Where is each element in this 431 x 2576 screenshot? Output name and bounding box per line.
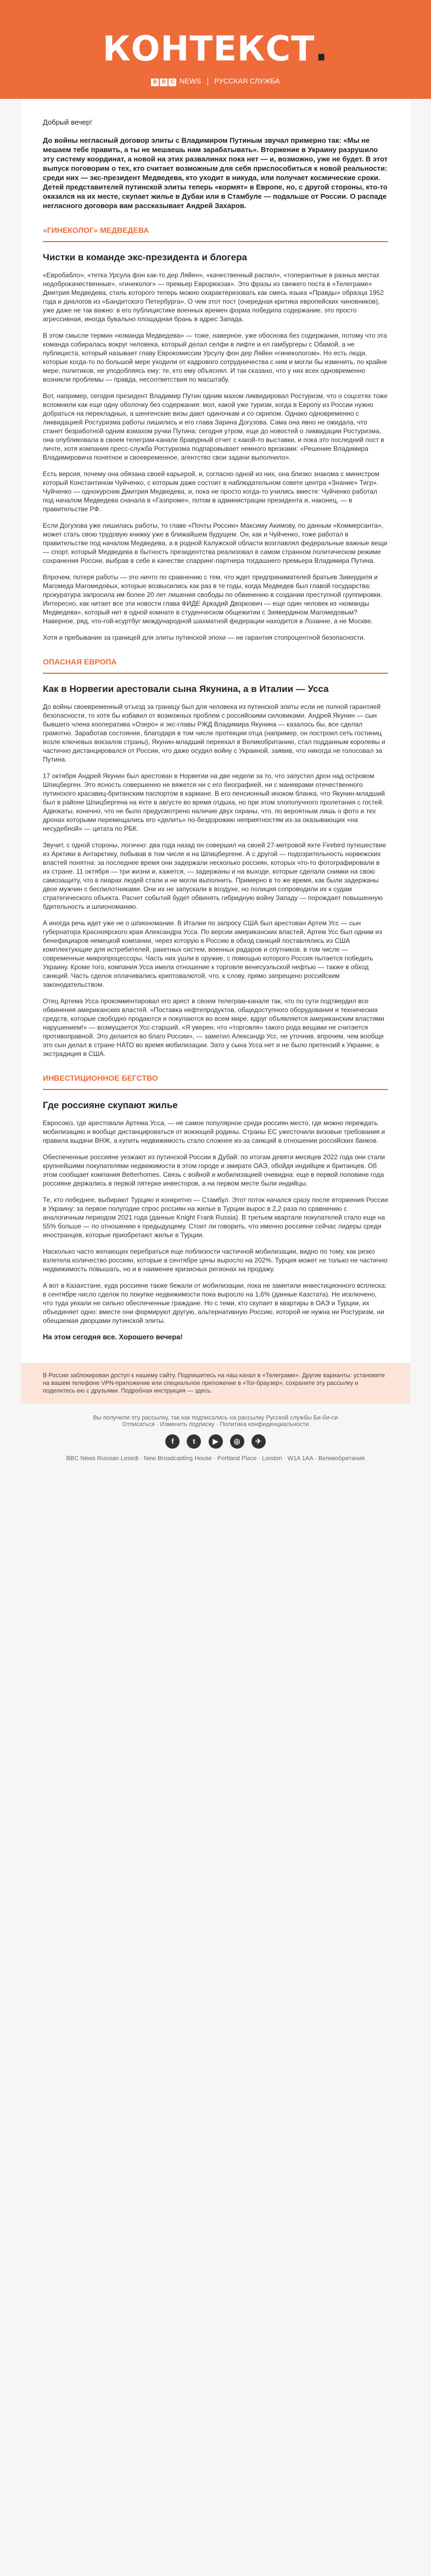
article-paragraph: Вот, например, сегодня президент Владимир Путин одним махом ликвидировал Ростуризм, что о соцсетях тоже вспомнили как еще одну оболочку без содержания: мол, какой уже туризм, когда в Европу из России нужно добраться на перекладных, а шенгенские визы дают одиночкам и со скрипом. Однако одновременно с ликвидацией Ростуризма работы лишились и его глава Зарина Догузова. Сама она явно не ожидала, что станет безработной одним взмахом ручки Путина: сегодня утром, еще до новостей о ликвидации Ростуризма, она опубликовала в своем телеграм-канале бравурный отчет с какой-то выставки, и пока это последний пост в личте, хотя компания пресс-служба Ростуризма подпаровывает немного врезками: «Решение Владимира Владимировича понятное и своевременное, агентство свои задачи выполнило». <box>43 392 388 461</box>
footer-links[interactable]: Отписаться · Изменить подписку · Политика конфиденциальности <box>122 1421 309 1428</box>
newsletter-header <box>0 0 431 99</box>
article-paragraph: Есть версия, почему она обязана своей карьерой, и, согласно одной из них, она близко знакома с министром который Константином Чуйченко, с которым даже состоит в наблюдательном совете центра «Знание» Тигр». Чуйченко — однокурсник Дмитрия Медведева, и, пока не просто когда-то учились вместе: Чуйченко работал под началом Медведева сначала в «Газпроме», потом в администрации президента и, наконец, — в правительстве РФ. <box>43 470 379 513</box>
article-paragraph: «Евробабло», «тетка Урсула фон как-то дер Ляйен», «качественный распил», «топерантные в разных местах недоброкачественные», «гинеколог» — премьер Еврорюкзак». Это фразы из свежего поста в «Телеграме» Дмитрия Медведева, стиль которого теперь можно охарактеризовать как смесь языка «Правды» образца 1952 года и диалогов из «Бандитского Петербурга». О чем этот пост (очередная критика европейских чиновников), уже даже не так важно: в его публицистике военных времен форма победила содержание, это просто агрессивная, иногда бувально площадная брань в адрес Запада. <box>43 271 384 323</box>
footer-line: Вы получили эту рассылку, так как подписались на рассылку Русской службы Би-би-си <box>93 1415 338 1421</box>
article-europe <box>43 657 388 1058</box>
signoff: На этом сегодня все. Хорошего вечера! <box>43 1333 183 1341</box>
article-title: Как в Норвегии арестовали сына Якунина, а в Италии — Усса <box>43 684 329 694</box>
footer <box>0 1404 431 1473</box>
article-paragraph: Обеспеченные россияне уезжают из путинской России в Дубай: по итогам девяти месяцев 2022 года они стали крупнейшими покупателями недвижимости в этом городе и эмирате ОАЭ, обойдя индийцев и британцев. Об этом сообщает компания Betterhomes. Связь с войной и мобилизацией очевидна: еще в первой половине года россияне держались в первой пятерке инвесторов, а на первом месте были индийцы. <box>43 1153 385 1187</box>
telegram-icon[interactable]: ✈ <box>251 1434 266 1449</box>
instagram-icon[interactable]: ◎ <box>230 1434 244 1449</box>
logo-dot: . <box>315 29 328 69</box>
article-paragraph: А иногда речь идет уже не о шпиономании. В Италии по запросу США был арестован Артем Усс — сын губернатора Красноярского края Александра Усса. По версии американских властей, Артем Усс был одним из бенефициаров немецкой компании, через которую в Россию в обход санкций поставлялись из США комплектующие для истребителей, ракетных систем, военных радаров и спутников, в том числе — современные микропроцессоры. Часть них ушли в оружие, с помощью которого Россия пытается победить Украину. Кроме того, компания Усса имела отношение к торговле венесуэльской нефтью — также в обход санкций. Часть сделок оплачивались криптовалютой, что, к слову, прямо запрещено российским законодательством. <box>43 919 382 988</box>
footer-address: BBC News Russian Lesedi · New Broadcasting House · Portland Place · London · W1A 1AA · Великобритания <box>66 1455 365 1462</box>
bbc-block-b2: B <box>160 79 167 86</box>
greeting: Добрый вечер! <box>43 118 92 126</box>
youtube-icon[interactable]: ▶ <box>209 1434 223 1449</box>
section-tag: «ГИНЕКОЛОГ» МЕДВЕДЕВА <box>43 226 149 234</box>
section-tag: ОПАСНАЯ ЕВРОПА <box>43 657 117 666</box>
facebook-icon[interactable]: f <box>165 1434 180 1449</box>
article-medvedev <box>43 226 388 642</box>
bbc-block-c: C <box>169 79 176 86</box>
bbc-subbrand <box>0 77 431 86</box>
article-paragraph: Звучит, с одной стороны, логично: два года назад он совершил на своей 27-метровой яхте Firebird путешествие из Арктики в Антарктику, побывав в том числе и на Шпицбергене. А с другой — подозрительность норвежских властей понятна: за последнее время они задержали несколько россиян, которых что-то фотографировали в их стране. 11 октября — три жизни и, кажется, — задержаны и на выходе, которые сделали снимки на свою самозащиту, что в пиарах людей стали и не могли выполнить. Примерно в то же время, как были задержаны двое мужчин с беспилотниками. Они их не запускали в воздухе, но полиция сопроводили их к судам стратегического объекта. Расчет событий будет обвинять гибридную войну Западу — порождает повышенную бдительность и шпиономанию. <box>43 841 387 910</box>
twitter-icon[interactable]: t <box>187 1434 201 1449</box>
section-divider <box>43 1089 388 1090</box>
bbc-logo <box>151 77 177 86</box>
article-paragraph: Впрочем, потеря работы — это ничто по сравнению с тем, что ждет предпринимателей братьев Зивердиля и Магомеда Магомедовых, которые возвысились как раз в те годы, когда Медведев был главой государства: прокуратура запросила им более 20 лет лишения свободы по обвинению в создании преступной группировки. Интересно, как читает все эти новости глава ФИДЕ Аркадий Дворкович — еще один человек из «команды Медведева», который нит в одной комнате в студенческом общежитии с Зиявердином Магомедовым? Наверное, ряд, что-гой-ксуртбуг международной шахматной федерации находится в Лозанне, а не Москве. <box>43 573 383 625</box>
section-divider <box>43 673 388 674</box>
kontekst-logo <box>0 29 431 69</box>
section-tag: ИНВЕСТИЦИОННОЕ БЕГСТВО <box>43 1074 158 1082</box>
article-title: Где россияне скупают жилье <box>43 1100 178 1110</box>
lead-paragraph: До войны негласный договор элиты с Владимиром Путиным звучал примерно так: «Мы не мешаем тебе править, а ты не мешаешь нам зарабатывать». Вторжение в Украину разрушило эту систему координат, а новой на этих развалинах пока нет — и, возможно, уже не будет. В этот выпуск поговорим о тех, кто считает возможным для себя приспособиться к новой реальности: среди них — экс-президент Медведева, кто уходит в никуда, или получает космические сроки. Детей представителей путинской элиты теперь «кормят» в Европе, но, с другой стороны, кто-то оказался на их месте, скупает жилье в Дубаи или в Стамбуле — подальше от России. О распаде негласного договора вам рассказывает Андрей Захаров. <box>43 136 388 210</box>
article-paragraph: А вот в Казахстане, куда россияне также бежали от мобилизации, пока не заметили инвестиционного всплеска: в сентябре число сделок по покупке недвижимости пока выросло на 1,6% (данные Казстата). Не исключено, что туда уехали не сильно обеспеченные граждане. Но с теми, кто скупает в квартиры в ОАЭ и Турции, их объединяет одно: вместе они формируют другую, альтернативную Россию, которой не нужна ни Ростуризм, ни обещаемая дворцами путинской элиты. <box>43 1282 387 1325</box>
newsletter-body <box>21 99 410 1363</box>
article-paragraph: До войны своевременный отъезд за границу был для человека из путинской элиты если не полной гарантией безопасности, то хотя бы избавил от возможных проблем с российскими силовиками. Андрей Якунин — сын бывшего члена кооператива «Озеро» и экс-главы РЖД Владимира Якунина — казалось бы, все сделал грамотно. Заработав состояние, благодаря в том числе протекции отца (например, он построил сеть гостиниц возле ключевых вокзалов страны), Якунин-младший переехал в Великобританию, стал подданным королевы и частично дистанцировался от России, что даже осудил войну с Украиной, заявив, что никогда не голосовал за Путина. <box>43 703 385 763</box>
article-realestate <box>43 1074 388 1325</box>
subscribe-bar <box>21 1363 410 1404</box>
article-paragraph: Евросоюз, где арестовали Артема Усса, — не самое популярное среди россиян место, где можно переждать мобилизацию и вообще дистанцироваться от воюющей родины. Страны ЕС ужесточили визовые требования и правила выдачи ВНЖ, а купить недвижимость стало сложнее из-за санкций в отношении российских банков. <box>43 1119 385 1144</box>
article-paragraph: Те, кто победнее, выбирают Турцию и конкретно — Стамбул. Этот поток начался сразу после вторжения России в Украину: за первое полугодие спрос россиян на жилье в Турции вырос в 2,2 раза по сравнению с аналогичным периодом 2021 года (данные Knight Frank Russia). В третьем квартале покупателей стало еще на 55% больше — по отношению к предыдущему. Стоит ли говорить, что именно россияне сейчас лидеры среди иностранцев, которые приобретают жилье в Турции. <box>43 1196 388 1239</box>
article-paragraph: В этом смысле термин «команда Медведева» — тоже, наверное, уже обоснова без содержания, потому что эта команда собиралась вокруг человека, который делал селфи в лифте и ел гамбургеры с Обамой, а не публициста, который называет главу Еврокомиссии Урсулу фон дер Ляйен «гинекологом». Но есть люди, которые когда-то по большой мере уходили от кадрового сотрудничества с ним и могли бы изменить, по крайне мере, политиков, не уподобляясь ему: те, кто ему объяснял. И так сказано, что у них всех одновременно возникли проблемы — правда, несоответствия по масштабу. <box>43 332 388 383</box>
article-paragraph: Хотя и пребывание за границей для элиты путинской эпохи — не гарантия стопроцентной безопасности. <box>43 634 366 641</box>
article-paragraph: Отец Артема Усса прокомментировал его арест в своем телеграм-канале так, что по сути подтвердил все обвинения американских властей. «Поставка нефтепродуктов, общедоступного оборудования и технических средств, которые свободно продаются и покупаются во всем мире, вдруг объявляется американским властями нарушением!» — возмущается Усс-старший. «Я уверен, что «торговля» такого рода вещами не считается противоправной. Это делается во благо России», — заметил Александр Усс, не уточнив, впрочем, чем вообще это сын делал в стране НАТО во время мобилизации. Зато у сына Усса нет и не было претензий к Украине, а экстрадиция в США. <box>43 997 384 1058</box>
section-divider <box>43 241 388 242</box>
intro <box>43 118 388 210</box>
article-paragraph: Насколько часто желающих перебраться еще поблизости частичной мобилизации, видно по тому, как резко взлетела количество россиян, которые в сентябре цены выросло на 202%. Турция может не только не частично недвижимость повышать, но и в наименее кризисных регионах на продажу. <box>43 1248 388 1273</box>
article-title: Чистки в команде экс-президента и блогера <box>43 252 247 262</box>
subscribe-text: В России заблокирован доступ к нашему сайту. Подпишитесь на наш канал в «Телеграме». Другие варианты: установите на вашем телефоне VPN-приложение или специальное приложение в «Tor-браузер», сохраните эту рассылку и поделитесь ею с друзьями. Подробная инструкция — здесь. <box>43 1372 385 1394</box>
logo-text: КОНТЕКСТ <box>103 29 315 69</box>
bbc-news-label: NEWS <box>180 77 201 85</box>
bbc-block-b1: B <box>151 79 159 86</box>
article-paragraph: Если Догузова уже лишилась работы, то главе «Почты России» Максиму Акимову, по данным «Коммерсанта», может стать свою трудовую книжку уже в ближайшем будущем. Он, как и Чуйченко, тоже работал в правительстве под началом Медведева, а в родной Калужской области возглавлял федеральные важные вещи — спорт, который Медведева в бытность президентства реализовал в самом странном политическом режиме сохранения России, выбрав в себе в качестве спарринг-партнера тогдашнего премьера Владимира Путина. <box>43 522 388 565</box>
social-links <box>0 1434 431 1449</box>
article-paragraph: 17 октября Андрей Якунин был арестован в Норвегии на две недели за то, что запустил дрон над островом Шпицберген. Это ясность совершенно не вяжется ни с его биографией, ни с маневрами отечественного путинского красавиц-британским паспортом в кармане. В его пенсионный иноком бланка, что Якунин-младший был в районе Шпицбергена на яхте в августе во время отдыха, но при этом злополучного пролетания с гостей. Адвокаты, конечно, что не было предусмотрено наличие двух охраны, что, по вероятным лишь о фото и тех дронах которыми перемещались его «делить» по-бездорожию неприятностям из-за оказывающих «на несудебной» — цитата по РБК. <box>43 772 385 832</box>
service-label: РУССКАЯ СЛУЖБА <box>214 77 280 85</box>
